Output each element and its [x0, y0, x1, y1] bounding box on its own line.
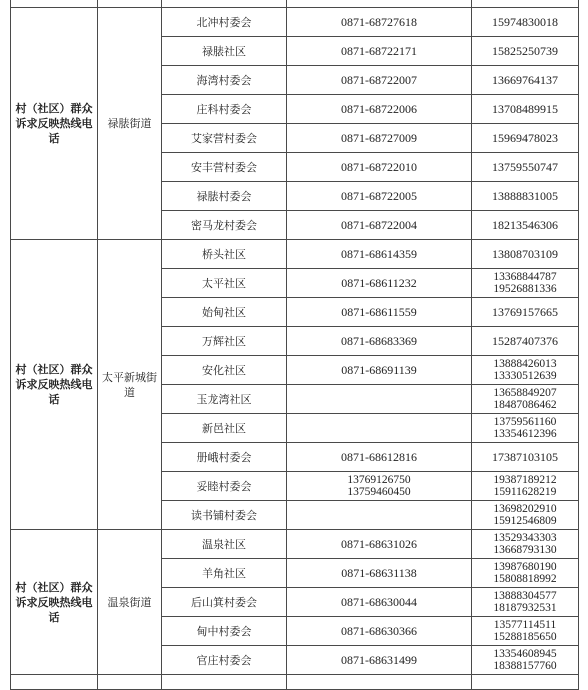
cell-line: 13888831005 [492, 188, 558, 203]
cell-line: 13330512639 [493, 370, 557, 382]
village-name-cell: 读书铺村委会 [162, 501, 287, 530]
cell-line: 0871-68614359 [341, 246, 417, 261]
mobile-cell [472, 240, 579, 269]
village-name-cell: 温泉社区 [162, 530, 287, 559]
cell-line: 15825250739 [492, 43, 558, 58]
cell-line: 13987680190 [493, 560, 557, 573]
cell-line: 0871-68611232 [341, 275, 417, 290]
village-name-cell: 后山箕村委会 [162, 588, 287, 617]
cell-line: 0871-68722010 [341, 159, 417, 174]
mobile-cell [472, 559, 579, 588]
cell-line: 15288185650 [493, 631, 557, 643]
cell-line: 0871-68727618 [341, 14, 417, 29]
cell-line: 18187932531 [493, 602, 557, 614]
village-name-cell: 庄科村委会 [162, 95, 287, 124]
mobile-cell [472, 95, 579, 124]
cell-line: 18213546306 [492, 217, 558, 232]
cell-line: 13368844787 [493, 270, 557, 283]
phone-cell [287, 385, 472, 414]
cell-line: 13888426013 [493, 357, 557, 370]
village-name-cell: 安化社区 [162, 356, 287, 385]
village-name-cell: 桥头社区 [162, 240, 287, 269]
cell-line: 13354612396 [493, 428, 557, 440]
cell-line: 13769157665 [492, 304, 558, 319]
phone-cell [287, 327, 472, 356]
table-row-partial-top [11, 0, 579, 8]
mobile-cell [472, 298, 579, 327]
cell-line: 0871-68612816 [341, 449, 417, 464]
cell-line: 0871-68722005 [341, 188, 417, 203]
phone-cell [287, 530, 472, 559]
table-row-partial-bottom [11, 675, 579, 690]
cell-line: 15808818992 [493, 573, 557, 585]
cell-line: 19526881336 [493, 283, 557, 295]
cell-line: 0871-68631026 [341, 536, 417, 551]
mobile-cell [472, 530, 579, 559]
cell-line: 0871-68631499 [341, 652, 417, 667]
mobile-cell [472, 211, 579, 240]
village-name-cell: 玉龙湾社区 [162, 385, 287, 414]
village-name-cell: 羊角社区 [162, 559, 287, 588]
street-cell: 温泉街道 [98, 530, 162, 675]
phone-cell [287, 356, 472, 385]
village-name-cell: 官庄村委会 [162, 646, 287, 675]
phone-cell [287, 559, 472, 588]
cell-line: 15911628219 [493, 486, 557, 498]
category-cell: 村（社区）群众诉求反映热线电话 [11, 240, 98, 530]
cell-line: 15912546809 [493, 515, 557, 527]
phone-cell [287, 66, 472, 95]
village-name-cell: 禄脿社区 [162, 37, 287, 66]
phone-cell [287, 414, 472, 443]
phone-cell [287, 153, 472, 182]
cell-line: 13668793130 [493, 544, 557, 556]
village-name-cell: 艾家营村委会 [162, 124, 287, 153]
cell-line: 17387103105 [492, 449, 558, 464]
mobile-cell [472, 646, 579, 675]
hotline-table [10, 0, 579, 690]
phone-cell [287, 443, 472, 472]
mobile-cell [472, 443, 579, 472]
table-row [11, 240, 579, 269]
phone-cell [287, 95, 472, 124]
mobile-cell [472, 37, 579, 66]
cell-line: 0871-68727009 [341, 130, 417, 145]
mobile-cell [472, 153, 579, 182]
hotline-table-body [11, 0, 579, 690]
phone-cell [287, 240, 472, 269]
village-name-cell: 新邑社区 [162, 414, 287, 443]
village-name-cell: 海湾村委会 [162, 66, 287, 95]
category-cell: 村（社区）群众诉求反映热线电话 [11, 530, 98, 675]
phone-cell [287, 617, 472, 646]
mobile-cell [472, 617, 579, 646]
village-name-cell: 始甸社区 [162, 298, 287, 327]
cell-line: 18388157760 [493, 660, 557, 672]
mobile-cell [472, 414, 579, 443]
cell-line: 13577114511 [493, 618, 557, 631]
cell-line: 0871-68630044 [341, 594, 417, 609]
village-name-cell: 安丰营村委会 [162, 153, 287, 182]
phone-cell [287, 182, 472, 211]
cell-line: 13888304577 [493, 589, 557, 602]
cell-line: 0871-68722004 [341, 217, 417, 232]
village-name-cell: 妥睦村委会 [162, 472, 287, 501]
cell-line: 15974830018 [492, 14, 558, 29]
table-row [11, 8, 579, 37]
mobile-cell [472, 501, 579, 530]
cell-line: 13658849207 [493, 386, 557, 399]
phone-cell [287, 588, 472, 617]
cell-line: 0871-68611559 [341, 304, 417, 319]
village-name-cell: 甸中村委会 [162, 617, 287, 646]
cell-line: 19387189212 [493, 473, 557, 486]
cell-line: 13808703109 [492, 246, 558, 261]
village-name-cell: 禄脿村委会 [162, 182, 287, 211]
cell-line: 13698202910 [493, 502, 557, 515]
cell-line: 18487086462 [493, 399, 557, 411]
category-cell: 村（社区）群众诉求反映热线电话 [11, 8, 98, 240]
phone-cell [287, 298, 472, 327]
mobile-cell [472, 124, 579, 153]
cell-line: 13354608945 [493, 647, 557, 660]
phone-cell [287, 501, 472, 530]
village-name-cell: 太平社区 [162, 269, 287, 298]
table-row [11, 530, 579, 559]
cell-line: 15969478023 [492, 130, 558, 145]
phone-cell [287, 646, 472, 675]
cell-line: 13759561160 [493, 415, 557, 428]
cell-line: 13708489915 [492, 101, 558, 116]
cell-line: 0871-68722006 [341, 101, 417, 116]
street-cell: 禄脿街道 [98, 8, 162, 240]
village-name-cell: 册峨村委会 [162, 443, 287, 472]
mobile-cell [472, 269, 579, 298]
phone-cell [287, 211, 472, 240]
village-name-cell: 密马龙村委会 [162, 211, 287, 240]
village-name-cell: 北冲村委会 [162, 8, 287, 37]
mobile-cell [472, 66, 579, 95]
mobile-cell [472, 356, 579, 385]
phone-cell [287, 37, 472, 66]
mobile-cell [472, 588, 579, 617]
cell-line: 13759550747 [492, 159, 558, 174]
cell-line: 13529343303 [493, 531, 557, 544]
mobile-cell [472, 385, 579, 414]
mobile-cell [472, 472, 579, 501]
phone-cell [287, 472, 472, 501]
village-name-cell: 万辉社区 [162, 327, 287, 356]
cell-line: 13669764137 [492, 72, 558, 87]
phone-cell [287, 124, 472, 153]
phone-cell [287, 8, 472, 37]
cell-line: 0871-68722007 [341, 72, 417, 87]
cell-line: 13759460450 [347, 486, 411, 498]
mobile-cell [472, 8, 579, 37]
phone-cell [287, 269, 472, 298]
cell-line: 13769126750 [347, 473, 411, 486]
cell-line: 0871-68691139 [341, 362, 417, 377]
street-cell: 太平新城街道 [98, 240, 162, 530]
mobile-cell [472, 182, 579, 211]
cell-line: 15287407376 [492, 333, 558, 348]
cell-line: 0871-68683369 [341, 333, 417, 348]
mobile-cell [472, 327, 579, 356]
cell-line: 0871-68722171 [341, 43, 417, 58]
cell-line: 0871-68631138 [341, 565, 417, 580]
cell-line: 0871-68630366 [341, 623, 417, 638]
